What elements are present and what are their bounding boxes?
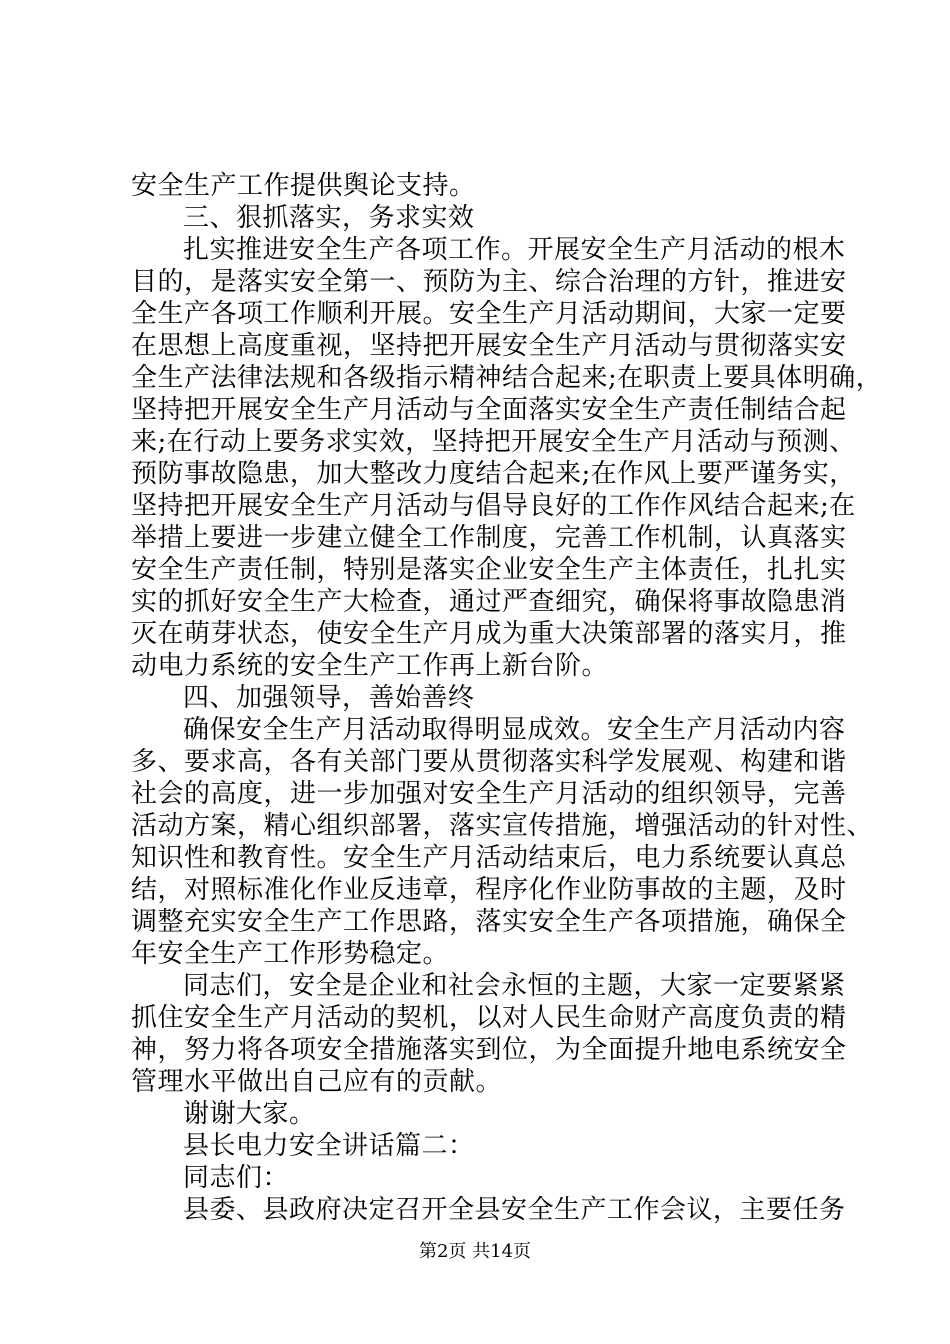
text-line: 抓住安全生产月活动的契机，以对人民生命财产高度负责的精 bbox=[131, 1003, 847, 1033]
paragraph-start: 县委、县政府决定召开全县安全生产工作会议，主要任务 bbox=[183, 1195, 846, 1225]
text-line: 目的，是落实安全第一、预防为主、综合治理的方针，推进安 bbox=[131, 267, 847, 297]
paragraph-start: 确保安全生产月活动取得明显成效。安全生产月活动内容 bbox=[183, 715, 846, 745]
page-number-footer: 第2页 共14页 bbox=[418, 1241, 532, 1262]
text-line: 年安全生产工作形势稳定。 bbox=[131, 939, 450, 969]
text-line: 全生产法律法规和各级指示精神结合起来;在职责上要具体明确， bbox=[131, 363, 883, 393]
text-line: 坚持把开展安全生产月活动与全面落实安全生产责任制结合起 bbox=[131, 395, 847, 425]
text-line: 知识性和教育性。安全生产月活动结束后，电力系统要认真总 bbox=[131, 843, 847, 873]
text-line: 举措上要进一步建立健全工作制度，完善工作机制，认真落实 bbox=[131, 523, 847, 553]
text-line: 灭在萌芽状态，使安全生产月成为重大决策部署的落实月，推 bbox=[131, 619, 847, 649]
paragraph-start: 扎实推进安全生产各项工作。开展安全生产月活动的根木 bbox=[183, 235, 846, 265]
paragraph-start: 同志们，安全是企业和社会永恒的主题，大家一定要紧紧 bbox=[183, 971, 846, 1001]
text-line: 在思想上高度重视，坚持把开展安全生产月活动与贯彻落实安 bbox=[131, 331, 847, 361]
text-line: 动电力系统的安全生产工作再上新台阶。 bbox=[131, 651, 609, 681]
text-line: 神，努力将各项安全措施落实到位，为全面提升地电系统安全 bbox=[131, 1035, 847, 1065]
closing-thanks: 谢谢大家。 bbox=[183, 1099, 316, 1129]
text-line: 调整充实安全生产工作思路，落实安全生产各项措施，确保全 bbox=[131, 907, 847, 937]
text-line: 实的抓好安全生产大检查，通过严查细究，确保将事故隐患消 bbox=[131, 587, 847, 617]
section-heading-3: 三、狠抓落实，务求实效 bbox=[183, 203, 475, 233]
text-line: 安全生产工作提供舆论支持。 bbox=[131, 171, 476, 201]
text-line: 活动方案，精心组织部署，落实宣传措施，增强活动的针对性、 bbox=[131, 811, 874, 841]
text-line: 预防事故隐患，加大整改力度结合起来;在作风上要严谨务实， bbox=[131, 459, 856, 489]
body-text bbox=[131, 170, 883, 1226]
text-line: 社会的高度，进一步加强对安全生产月活动的组织领导，完善 bbox=[131, 779, 847, 809]
text-line: 全生产各项工作顺利开展。安全生产月活动期间，大家一定要 bbox=[131, 299, 847, 329]
text-line: 多、要求高，各有关部门要从贯彻落实科学发展观、构建和谐 bbox=[131, 747, 847, 777]
text-line: 坚持把开展安全生产月活动与倡导良好的工作作风结合起来;在 bbox=[131, 491, 856, 521]
text-line: 结，对照标准化作业反违章，程序化作业防事故的主题，及时 bbox=[131, 875, 847, 905]
text-line: 管理水平做出自己应有的贡献。 bbox=[131, 1067, 503, 1097]
text-line: 安全生产责任制，特别是落实企业安全生产主体责任，扎扎实 bbox=[131, 555, 847, 585]
section-heading-4: 四、加强领导，善始善终 bbox=[183, 683, 475, 713]
salutation: 同志们： bbox=[183, 1163, 290, 1193]
text-line: 来;在行动上要务求实效，坚持把开展安全生产月活动与预测、 bbox=[131, 427, 856, 457]
section-title-part-two: 县长电力安全讲话篇二： bbox=[183, 1131, 475, 1161]
